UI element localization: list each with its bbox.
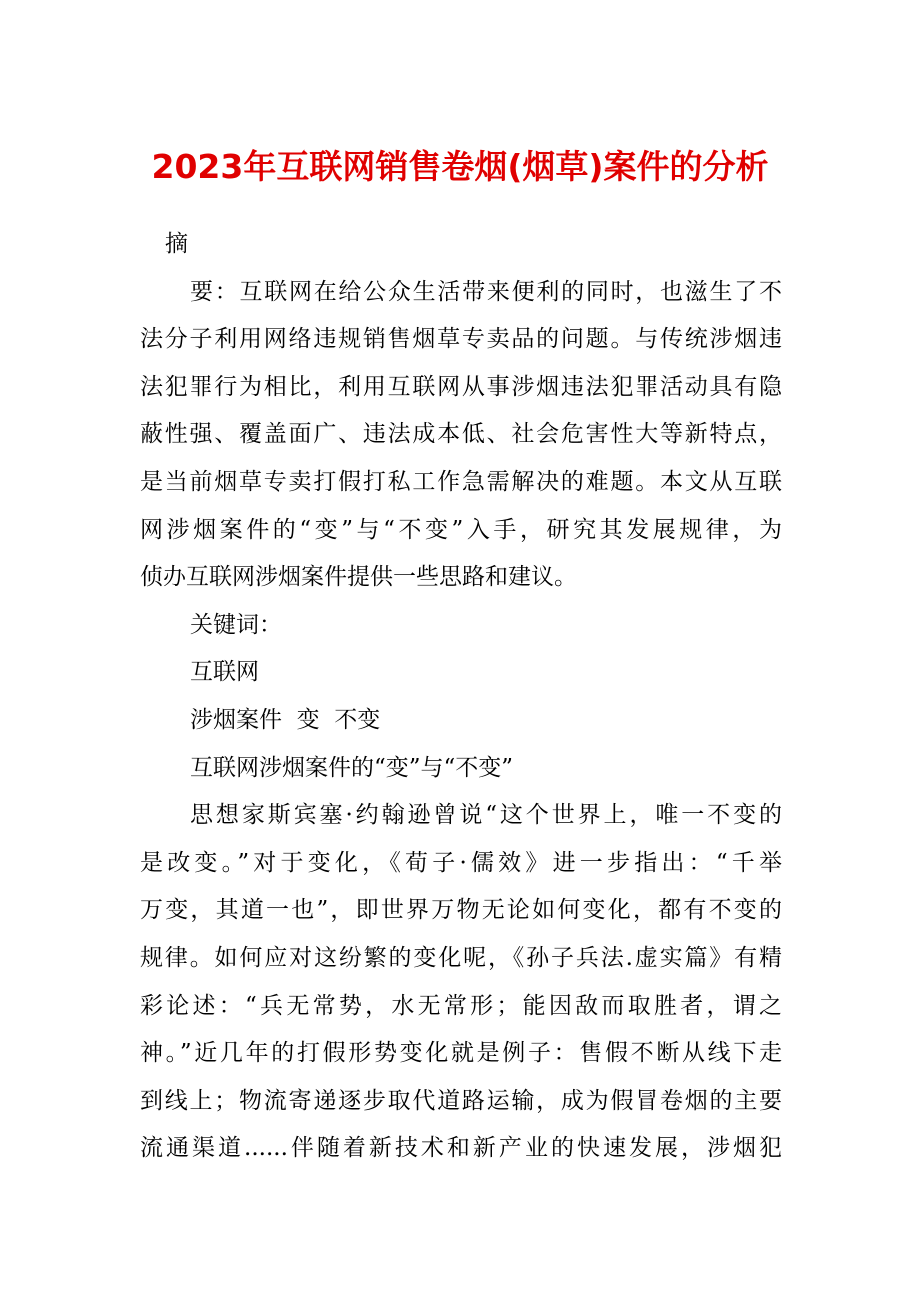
paragraph-line: 规律。如何应对这纷繁的变化呢，《孙子兵法.虚实篇》有精 (140, 944, 782, 971)
abstract-line: 要：互联网在给公众生活带来便利的同时，也滋生了不 (190, 278, 782, 305)
keywords-label: 关键词： (190, 611, 282, 638)
abstract-line: 法分子利用网络违规销售烟草专卖品的问题。与传统涉烟违 (140, 326, 782, 353)
abstract-line: 侦办互联网涉烟案件提供一些思路和建议。 (140, 564, 577, 591)
paragraph-line: 是改变。”对于变化，《荀子·儒效》进一步指出：“千举 (140, 849, 782, 876)
paragraph-line: 彩论述：“兵无常势，水无常形；能因敌而取胜者，谓之 (140, 992, 782, 1019)
paragraph-line: 神。”近几年的打假形势变化就是例子：售假不断从线下走 (140, 1040, 782, 1067)
abstract-head: 摘 (165, 231, 188, 257)
abstract-line: 是当前烟草专卖打假打私工作急需解决的难题。本文从互联 (140, 468, 782, 495)
abstract-line: 法犯罪行为相比，利用互联网从事涉烟违法犯罪活动具有隐 (140, 373, 782, 400)
keyword-item: 涉烟案件 变 不变 (190, 706, 381, 733)
paragraph-line: 思想家斯宾塞·约翰逊曾说“这个世界上，唯一不变的 (190, 802, 782, 829)
abstract-line: 网涉烟案件的“变”与“不变”入手，研究其发展规律，为 (140, 516, 782, 543)
section-heading: 互联网涉烟案件的“变”与“不变” (190, 754, 514, 781)
paragraph-line: 到线上；物流寄递逐步取代道路运输，成为假冒卷烟的主要 (140, 1087, 782, 1114)
paragraph-line: 万变，其道一也”，即世界万物无论如何变化，都有不变的 (140, 897, 782, 924)
keyword-item: 互联网 (190, 659, 259, 686)
abstract-line: 蔽性强、覆盖面广、违法成本低、社会危害性大等新特点， (140, 421, 782, 448)
paragraph-line: 流通渠道......伴随着新技术和新产业的快速发展，涉烟犯 (140, 1135, 782, 1162)
document-title: 2023年互联网销售卷烟(烟草)案件的分析 (151, 147, 769, 186)
document-body (140, 221, 782, 1173)
